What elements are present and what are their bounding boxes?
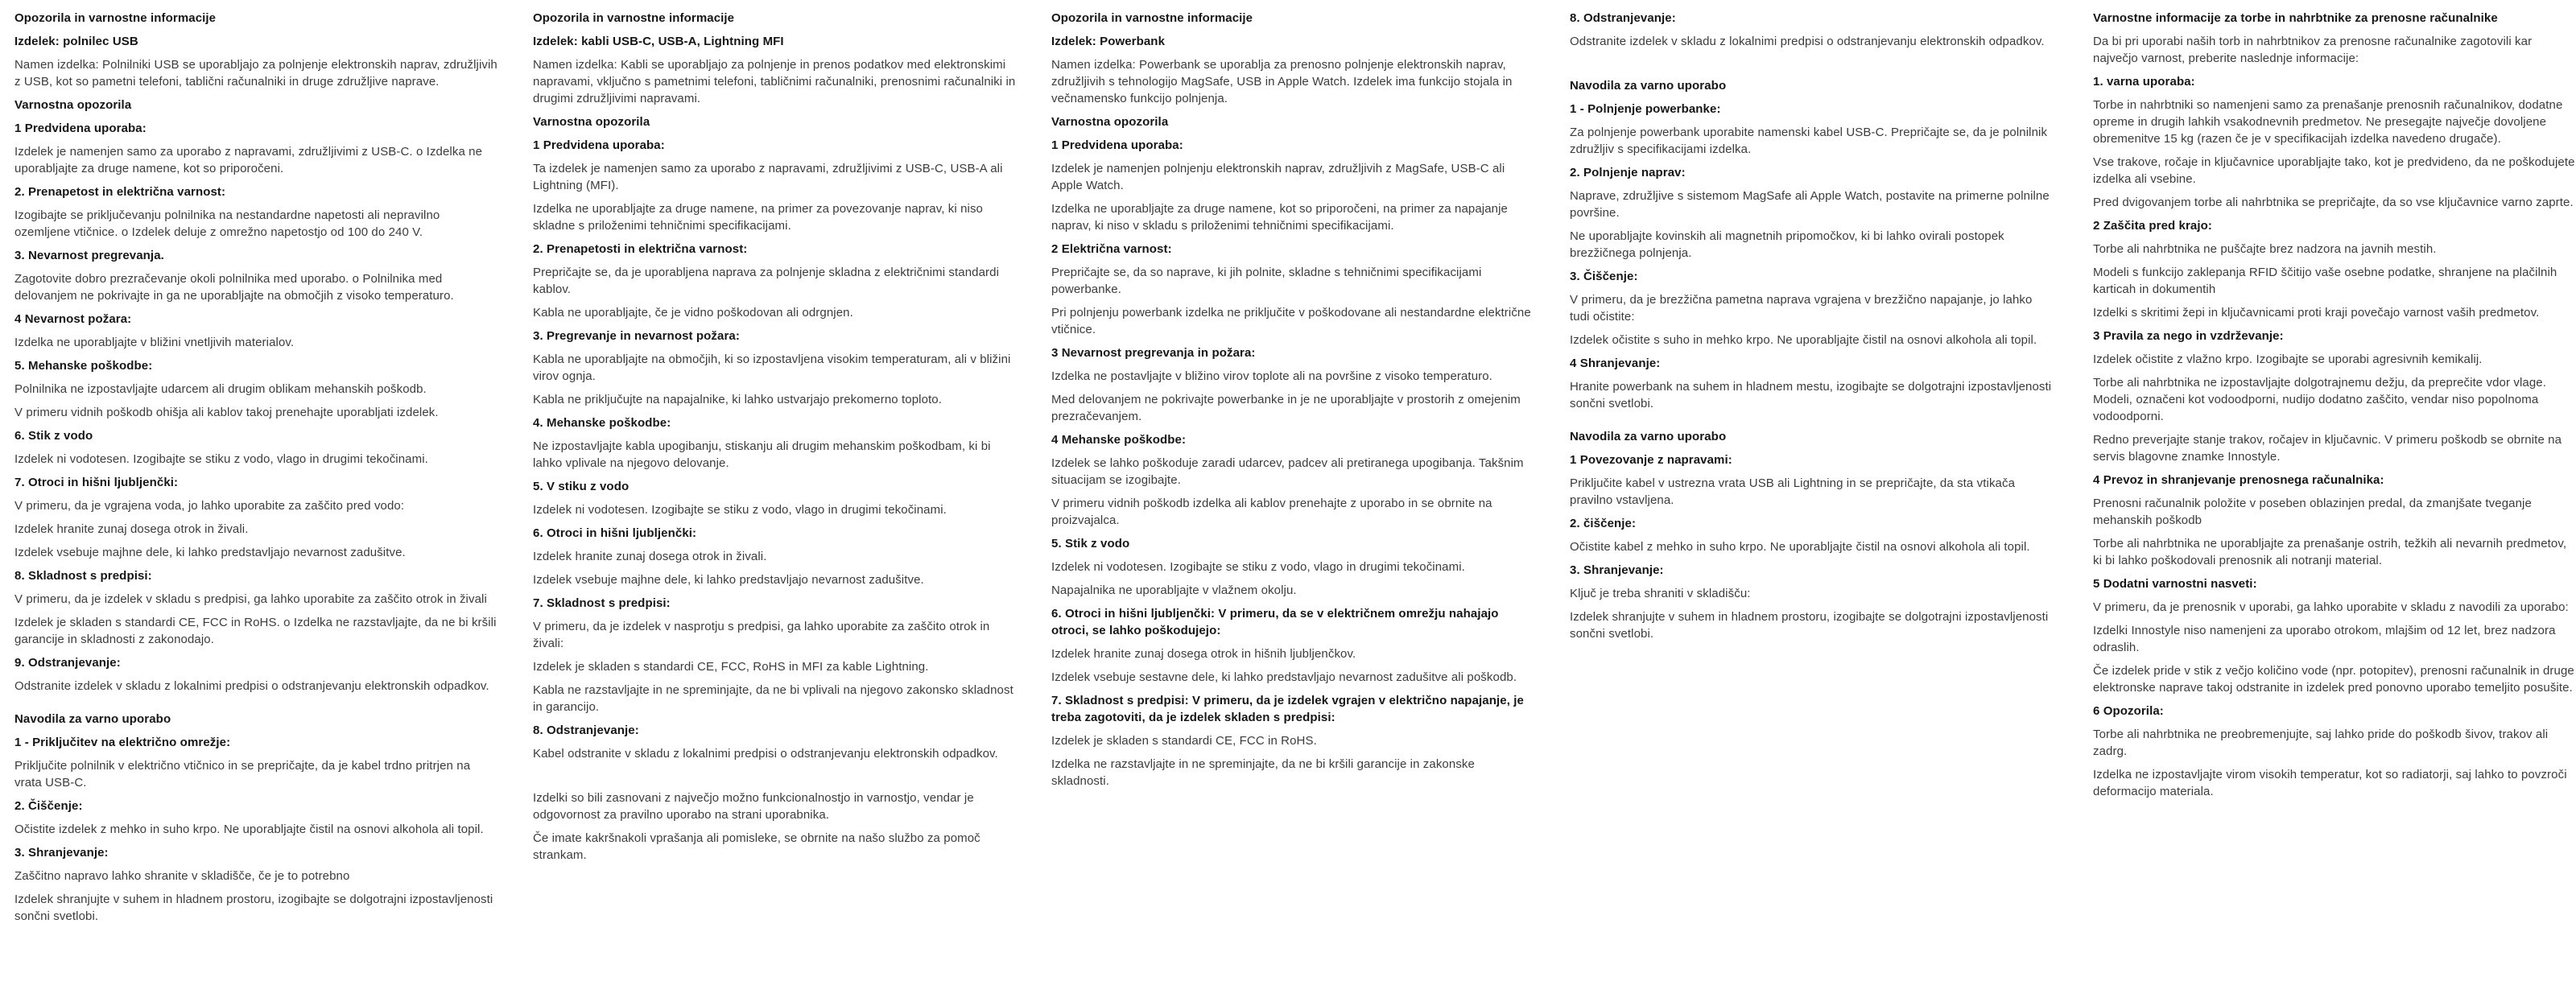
- section-heading: 2 Zaščita pred krajo:: [2093, 219, 2212, 233]
- spacer: [1570, 418, 2053, 428]
- paragraph: Pred dvigovanjem torbe ali nahrbtnika se prepričajte, da so vse ključavnice varno zaprte.: [2093, 196, 2574, 209]
- section-heading: 2. Prenapetosti in električna varnost:: [533, 242, 748, 256]
- section-heading: 1 Predvidena uporaba:: [1051, 138, 1183, 152]
- paragraph: Izdelek je namenjen samo za uporabo z napravami, združljivimi z USB-C. o Izdelka ne uporabljajte za druge namene, kot so priporočeni.: [14, 145, 483, 175]
- paragraph: Torbe ali nahrbtnika ne uporabljajte za prenašanje ostrih, težkih ali nevarnih predmetov, ki bi lahko poškodovali prenosnik ali notranji material.: [2093, 537, 2567, 567]
- paragraph: Med delovanjem ne pokrivajte powerbanke in je ne uporabljajte v prostorih z omejenim prezračevanjem.: [1051, 393, 1521, 423]
- section-heading: 3. Shranjevanje:: [1570, 563, 1664, 577]
- paragraph: V primeru vidnih poškodb ohišja ali kablov takoj prenehajte uporabljati izdelek.: [14, 406, 439, 419]
- paragraph: Namen izdelka: Kabli se uporabljajo za polnjenje in prenos podatkov med elektronskimi napravami, vključno s pametnimi telefoni, tabličnimi računalniki, prenosnimi računalniki in drugimi združljivimi napravami.: [533, 58, 1016, 105]
- paragraph: Izdelek je skladen s standardi CE, FCC, RoHS in MFI za kable Lightning.: [533, 660, 929, 674]
- paragraph: V primeru, da je izdelek v nasprotju s predpisi, ga lahko uporabite za zaščito otrok in živali:: [533, 620, 990, 650]
- section-heading: 8. Odstranjevanje:: [1570, 11, 1676, 25]
- section-heading: 1 Predvidena uporaba:: [14, 122, 147, 135]
- paragraph: Prenosni računalnik položite v poseben oblazinjen predal, da zmanjšate tveganje mehanskih poškodb: [2093, 497, 2532, 527]
- paragraph: Izdelek hranite zunaj dosega otrok in živali.: [533, 550, 767, 563]
- paragraph: V primeru vidnih poškodb izdelka ali kablov prenehajte z uporabo in se obrnite na proizvajalca.: [1051, 497, 1492, 527]
- section-heading: 1 - Polnjenje powerbanke:: [1570, 102, 1721, 116]
- section-heading: 2. čiščenje:: [1570, 517, 1637, 530]
- paragraph: Izdelka ne razstavljajte in ne spreminjajte, da ne bi kršili garancije in zakonske skladnosti.: [1051, 757, 1475, 788]
- section-heading: 5. Stik z vodo: [1051, 537, 1130, 550]
- section-heading: 4 Nevarnost požara:: [14, 312, 132, 326]
- section-heading: 5 Dodatni varnostni nasveti:: [2093, 577, 2257, 591]
- section-heading: Varnostna opozorila: [14, 98, 132, 112]
- column-5: [2093, 10, 2576, 806]
- column-2: [533, 10, 1016, 870]
- spacer: [14, 701, 497, 711]
- paragraph: Izdelek ni vodotesen. Izogibajte se stiku z vodo, vlago in drugimi tekočinami.: [533, 503, 947, 517]
- paragraph: Izdelek je skladen s standardi CE, FCC in RoHS.: [1051, 734, 1317, 748]
- paragraph: Odstranite izdelek v skladu z lokalnimi predpisi o odstranjevanju elektronskih odpadkov.: [14, 679, 489, 693]
- section-heading: 7. Skladnost s predpisi:: [533, 596, 671, 610]
- paragraph: Izdelek shranjujte v suhem in hladnem prostoru, izogibajte se dolgotrajni izpostavljenosti sončni svetlobi.: [14, 893, 493, 923]
- section-heading: 1 Povezovanje z napravami:: [1570, 453, 1732, 467]
- section-heading: 1 Predvidena uporaba:: [533, 138, 665, 152]
- paragraph: Pri polnjenju powerbank izdelka ne priključite v poškodovane ali nestandardne električne vtičnice.: [1051, 306, 1531, 336]
- section-heading: 1 - Priključitev na električno omrežje:: [14, 736, 231, 749]
- paragraph: Naprave, združljive s sistemom MagSafe ali Apple Watch, postavite na primerne polnilne površine.: [1570, 189, 2050, 220]
- section-heading: Opozorila in varnostne informacije: [1051, 11, 1253, 25]
- paragraph: Izogibajte se priključevanju polnilnika na nestandardne napetosti ali nepravilno ozemljene vtičnice. o Izdelek deluje z omrežno napetostjo od 100 do 240 V.: [14, 208, 440, 239]
- paragraph: Torbe in nahrbtniki so namenjeni samo za prenašanje prenosnih računalnikov, dodatne opreme in drugih lahkih vsakodnevnih predmetov. Ne presegajte največje dovoljene obremenitve 15 kg (razen če je v specifikacijah izdelka navedeno drugače).: [2093, 98, 2563, 146]
- paragraph: Izdelek je skladen s standardi CE, FCC in RoHS. o Izdelka ne razstavljajte, da ne bi kršili garancije in skladnosti z zakonodajo.: [14, 616, 497, 646]
- paragraph: V primeru, da je brezžična pametna naprava vgrajena v brezžično napajanje, jo lahko tudi očistite:: [1570, 293, 2033, 324]
- paragraph: Izdelka ne uporabljajte v bližini vnetljivih materialov.: [14, 336, 295, 349]
- section-heading: 5. Mehanske poškodbe:: [14, 359, 153, 373]
- paragraph: Da bi pri uporabi naših torb in nahrbtnikov za prenosne računalnike zagotovili kar največjo varnost, preberite naslednje informacije:: [2093, 35, 2533, 65]
- paragraph: Izdelek shranjujte v suhem in hladnem prostoru, izogibajte se dolgotrajni izpostavljenosti sončni svetlobi.: [1570, 610, 2049, 641]
- paragraph: Izdelek vsebuje majhne dele, ki lahko predstavljajo nevarnost zadušitve.: [14, 546, 406, 559]
- paragraph: Polnilnika ne izpostavljajte udarcem ali drugim oblikam mehanskih poškodb.: [14, 382, 427, 396]
- paragraph: V primeru, da je prenosnik v uporabi, ga lahko uporabite v skladu z navodili za uporabo:: [2093, 600, 2569, 614]
- paragraph: Izdelka ne uporabljajte za druge namene, kot so priporočeni, na primer za napajanje naprav, ki niso v skladu s priloženimi tehničnimi specifikacijami.: [1051, 202, 1508, 233]
- paragraph: Izdelek vsebuje majhne dele, ki lahko predstavljajo nevarnost zadušitve.: [533, 573, 924, 587]
- section-heading: 7. Skladnost s predpisi: V primeru, da je izdelek vgrajen v električno napajanje, je treba zagotoviti, da je izdelek skladen s predpisi:: [1051, 694, 1524, 724]
- paragraph: Kabla ne uporabljajte na območjih, ki so izpostavljena visokim temperaturam, ali v bližini virov ognja.: [533, 353, 1011, 383]
- paragraph: Torbe ali nahrbtnika ne puščajte brez nadzora na javnih mestih.: [2093, 242, 2437, 256]
- paragraph: Zagotovite dobro prezračevanje okoli polnilnika med uporabo. o Polnilnika med delovanjem ne pokrivajte in ga ne uporabljajte na območjih z visoko temperaturo.: [14, 272, 454, 303]
- paragraph: Namen izdelka: Powerbank se uporablja za prenosno polnjenje elektronskih naprav, združljivih s tehnologijo MagSafe, USB in Apple Watch. Izdelek ima funkcijo stojala in večnamensko funkcijo polnjenja.: [1051, 58, 1513, 105]
- section-heading: 3. Čiščenje:: [1570, 270, 1638, 283]
- paragraph: Odstranite izdelek v skladu z lokalnimi predpisi o odstranjevanju elektronskih odpadkov.: [1570, 35, 2045, 48]
- section-heading: 3. Nevarnost pregrevanja.: [14, 249, 164, 262]
- paragraph: Če izdelek pride v stik z večjo količino vode (npr. potopitev), prenosni računalnik in druge elektronske naprave takoj odstranite in izdelek pred ponovno uporabo temeljito posušite.: [2093, 664, 2574, 695]
- section-heading: Varnostna opozorila: [1051, 115, 1169, 129]
- paragraph: Izdelek vsebuje sestavne dele, ki lahko predstavljajo nevarnost zadušitve ali poškodb.: [1051, 670, 1517, 684]
- paragraph: Kabla ne uporabljajte, če je vidno poškodovan ali odrgnjen.: [533, 306, 853, 320]
- section-heading: 6. Otroci in hišni ljubljenčki:: [533, 526, 697, 540]
- paragraph: Torbe ali nahrbtnika ne izpostavljajte dolgotrajnemu dežju, da preprečite vdor vlage. Modeli, označeni kot vodoodporni, nudijo dodatno zaščito, vendar niso popolnoma vodoodporni.: [2093, 376, 2546, 423]
- section-heading: 2. Čiščenje:: [14, 799, 83, 813]
- section-heading: 8. Odstranjevanje:: [533, 724, 639, 737]
- paragraph: Izdelka ne uporabljajte za druge namene, na primer za povezovanje naprav, ki niso skladne s priloženimi tehničnimi specifikacijami.: [533, 202, 983, 233]
- paragraph: Torbe ali nahrbtnika ne preobremenjujte, saj lahko pride do poškodb šivov, trakov ali zadrg.: [2093, 728, 2549, 758]
- paragraph: Izdelek se lahko poškoduje zaradi udarcev, padcev ali pretiranega upogibanja. Takšnim situacijam se izogibajte.: [1051, 456, 1524, 487]
- section-heading: Izdelek: Powerbank: [1051, 35, 1166, 48]
- paragraph: Kabel odstranite v skladu z lokalnimi predpisi o odstranjevanju elektronskih odpadkov.: [533, 747, 998, 761]
- paragraph: Vse trakove, ročaje in ključavnice uporabljajte tako, kot je predvideno, da ne poškodujete izdelka ali vsebine.: [2093, 155, 2575, 186]
- section-heading: Navodila za varno uporabo: [1570, 430, 1727, 443]
- section-heading: 4 Shranjevanje:: [1570, 357, 1661, 370]
- paragraph: Izdelek je namenjen polnjenju elektronskih naprav, združljivih z MagSafe, USB-C ali Apple Watch.: [1051, 162, 1505, 192]
- section-heading: 3. Pregrevanje in nevarnost požara:: [533, 329, 740, 343]
- section-heading: 4. Mehanske poškodbe:: [533, 416, 671, 430]
- paragraph: Izdelki s skritimi žepi in ključavnicami proti kraji povečajo varnost vaših predmetov.: [2093, 306, 2540, 320]
- section-heading: 4 Mehanske poškodbe:: [1051, 433, 1187, 447]
- spacer: [1570, 56, 2053, 77]
- column-1: [14, 10, 497, 931]
- paragraph: Ne uporabljajte kovinskih ali magnetnih pripomočkov, ki bi lahko ovirali postopek brezžičnega polnjenja.: [1570, 229, 2004, 260]
- section-heading: 4 Prevoz in shranjevanje prenosnega računalnika:: [2093, 473, 2384, 487]
- section-heading: 6. Stik z vodo: [14, 429, 93, 443]
- paragraph: Izdelek ni vodotesen. Izogibajte se stiku z vodo, vlago in drugimi tekočinami.: [1051, 560, 1465, 574]
- paragraph: Izdelka ne postavljajte v bližino virov toplote ali na površine z visoko temperaturo.: [1051, 369, 1492, 383]
- section-heading: 2. Prenapetost in električna varnost:: [14, 185, 226, 199]
- paragraph: Namen izdelka: Polnilniki USB se uporabljajo za polnjenje elektronskih naprav, združljivih z USB, kot so pametni telefoni, tablični računalniki in druge združljive naprave.: [14, 58, 497, 89]
- paragraph: Če imate kakršnakoli vprašanja ali pomisleke, se obrnite na našo službo za pomoč strankam.: [533, 831, 980, 862]
- paragraph: Kabla ne razstavljajte in ne spreminjajte, da ne bi vplivali na njegovo zakonsko skladnost in garancijo.: [533, 683, 1013, 714]
- paragraph: V primeru, da je vgrajena voda, jo lahko uporabite za zaščito pred vodo:: [14, 499, 405, 513]
- paragraph: Priključite kabel v ustrezna vrata USB ali Lightning in se prepričajte, da sta vtikača pravilno vstavljena.: [1570, 476, 2016, 507]
- paragraph: Izdelek hranite zunaj dosega otrok in hišnih ljubljenčkov.: [1051, 647, 1356, 661]
- paragraph: Za polnjenje powerbank uporabite namenski kabel USB-C. Prepričajte se, da je polnilnik združljiv s specifikacijami izdelka.: [1570, 126, 2048, 156]
- paragraph: Izdelek ni vodotesen. Izogibajte se stiku z vodo, vlago in drugimi tekočinami.: [14, 452, 428, 466]
- section-heading: Opozorila in varnostne informacije: [533, 11, 735, 25]
- section-heading: 9. Odstranjevanje:: [14, 656, 121, 670]
- paragraph: Ta izdelek je namenjen samo za uporabo z napravami, združljivimi z USB-C, USB-A ali Lightning (MFI).: [533, 162, 1003, 192]
- section-heading: 6. Otroci in hišni ljubljenčki: V primeru, da se v električnem omrežju nahajajo otroci, se lahko poškodujejo:: [1051, 607, 1499, 637]
- section-heading: 3 Pravila za nego in vzdrževanje:: [2093, 329, 2284, 343]
- paragraph: Ne izpostavljajte kabla upogibanju, stiskanju ali drugim mehanskim poškodbam, ki bi lahko vplivale na njegovo delovanje.: [533, 439, 991, 470]
- paragraph: Priključite polnilnik v električno vtičnico in se prepričajte, da je kabel trdno pritrjen na vrata USB-C.: [14, 759, 471, 790]
- section-heading: 1. varna uporaba:: [2093, 75, 2195, 89]
- paragraph: Modeli s funkcijo zaklepanja RFID ščitijo vaše osebne podatke, shranjene na plačilnih karticah in dokumentih: [2093, 266, 2557, 296]
- paragraph: Izdelek očistite z vlažno krpo. Izogibajte se uporabi agresivnih kemikalij.: [2093, 353, 2483, 366]
- section-heading: 5. V stiku z vodo: [533, 480, 630, 493]
- paragraph: V primeru, da je izdelek v skladu s predpisi, ga lahko uporabite za zaščito otrok in živali: [14, 592, 487, 606]
- section-heading: 8. Skladnost s predpisi:: [14, 569, 152, 583]
- paragraph: Izdelki so bili zasnovani z največjo možno funkcionalnostjo in varnostjo, vendar je odgovornost za pravilno uporabo na strani uporabnika.: [533, 791, 974, 822]
- paragraph: Zaščitno napravo lahko shranite v skladišče, če je to potrebno: [14, 869, 350, 883]
- section-heading: 7. Otroci in hišni ljubljenčki:: [14, 476, 179, 489]
- paragraph: Redno preverjajte stanje trakov, ročajev in ključavnic. V primeru poškodb se obrnite na servis blagovne znamke Innostyle.: [2093, 433, 2562, 464]
- paragraph: Izdelka ne izpostavljajte virom visokih temperatur, kot so radiatorji, saj lahko to povzroči deformacijo materiala.: [2093, 768, 2567, 798]
- paragraph: Napajalnika ne uporabljajte v vlažnem okolju.: [1051, 583, 1297, 597]
- paragraph: Prepričajte se, da so naprave, ki jih polnite, skladne s tehničnimi specifikacijami powerbanke.: [1051, 266, 1482, 296]
- section-heading: 2. Polnjenje naprav:: [1570, 166, 1686, 179]
- section-heading: Navodila za varno uporabo: [1570, 79, 1727, 93]
- paragraph: Prepričajte se, da je uporabljena naprava za polnjenje skladna z električnimi standardi kablov.: [533, 266, 1000, 296]
- paragraph: Izdelek očistite s suho in mehko krpo. Ne uporabljajte čistil na osnovi alkohola ali topil.: [1570, 333, 2037, 347]
- section-heading: Navodila za varno uporabo: [14, 712, 171, 726]
- section-heading: Izdelek: polnilec USB: [14, 35, 138, 48]
- section-heading: 3. Shranjevanje:: [14, 846, 109, 860]
- spacer: [533, 769, 1016, 790]
- column-4: [1570, 10, 2053, 649]
- paragraph: Kabla ne priključujte na napajalnike, ki lahko ustvarjajo prekomerno toploto.: [533, 393, 942, 406]
- section-heading: Izdelek: kabli USB-C, USB-A, Lightning MFI: [533, 35, 784, 48]
- paragraph: Izdelek hranite zunaj dosega otrok in živali.: [14, 522, 249, 536]
- section-heading: 6 Opozorila:: [2093, 704, 2164, 718]
- section-heading: Varnostna opozorila: [533, 115, 650, 129]
- paragraph: Hranite powerbank na suhem in hladnem mestu, izogibajte se dolgotrajni izpostavljenosti sončni svetlobi.: [1570, 380, 2052, 410]
- paragraph: Očistite kabel z mehko in suho krpo. Ne uporabljajte čistil na osnovi alkohola ali topil.: [1570, 540, 2030, 554]
- paragraph: Izdelki Innostyle niso namenjeni za uporabo otrokom, mlajšim od 12 let, brez nadzora odraslih.: [2093, 624, 2556, 654]
- paragraph: Očistite izdelek z mehko in suho krpo. Ne uporabljajte čistil na osnovi alkohola ali topil.: [14, 823, 484, 836]
- section-heading: Varnostne informacije za torbe in nahrbtnike za prenosne računalnike: [2093, 11, 2498, 25]
- section-heading: 2 Električna varnost:: [1051, 242, 1172, 256]
- section-heading: Opozorila in varnostne informacije: [14, 11, 217, 25]
- column-3: [1051, 10, 1534, 796]
- paragraph: Ključ je treba shraniti v skladišču:: [1570, 587, 1751, 600]
- section-heading: 3 Nevarnost pregrevanja in požara:: [1051, 346, 1256, 360]
